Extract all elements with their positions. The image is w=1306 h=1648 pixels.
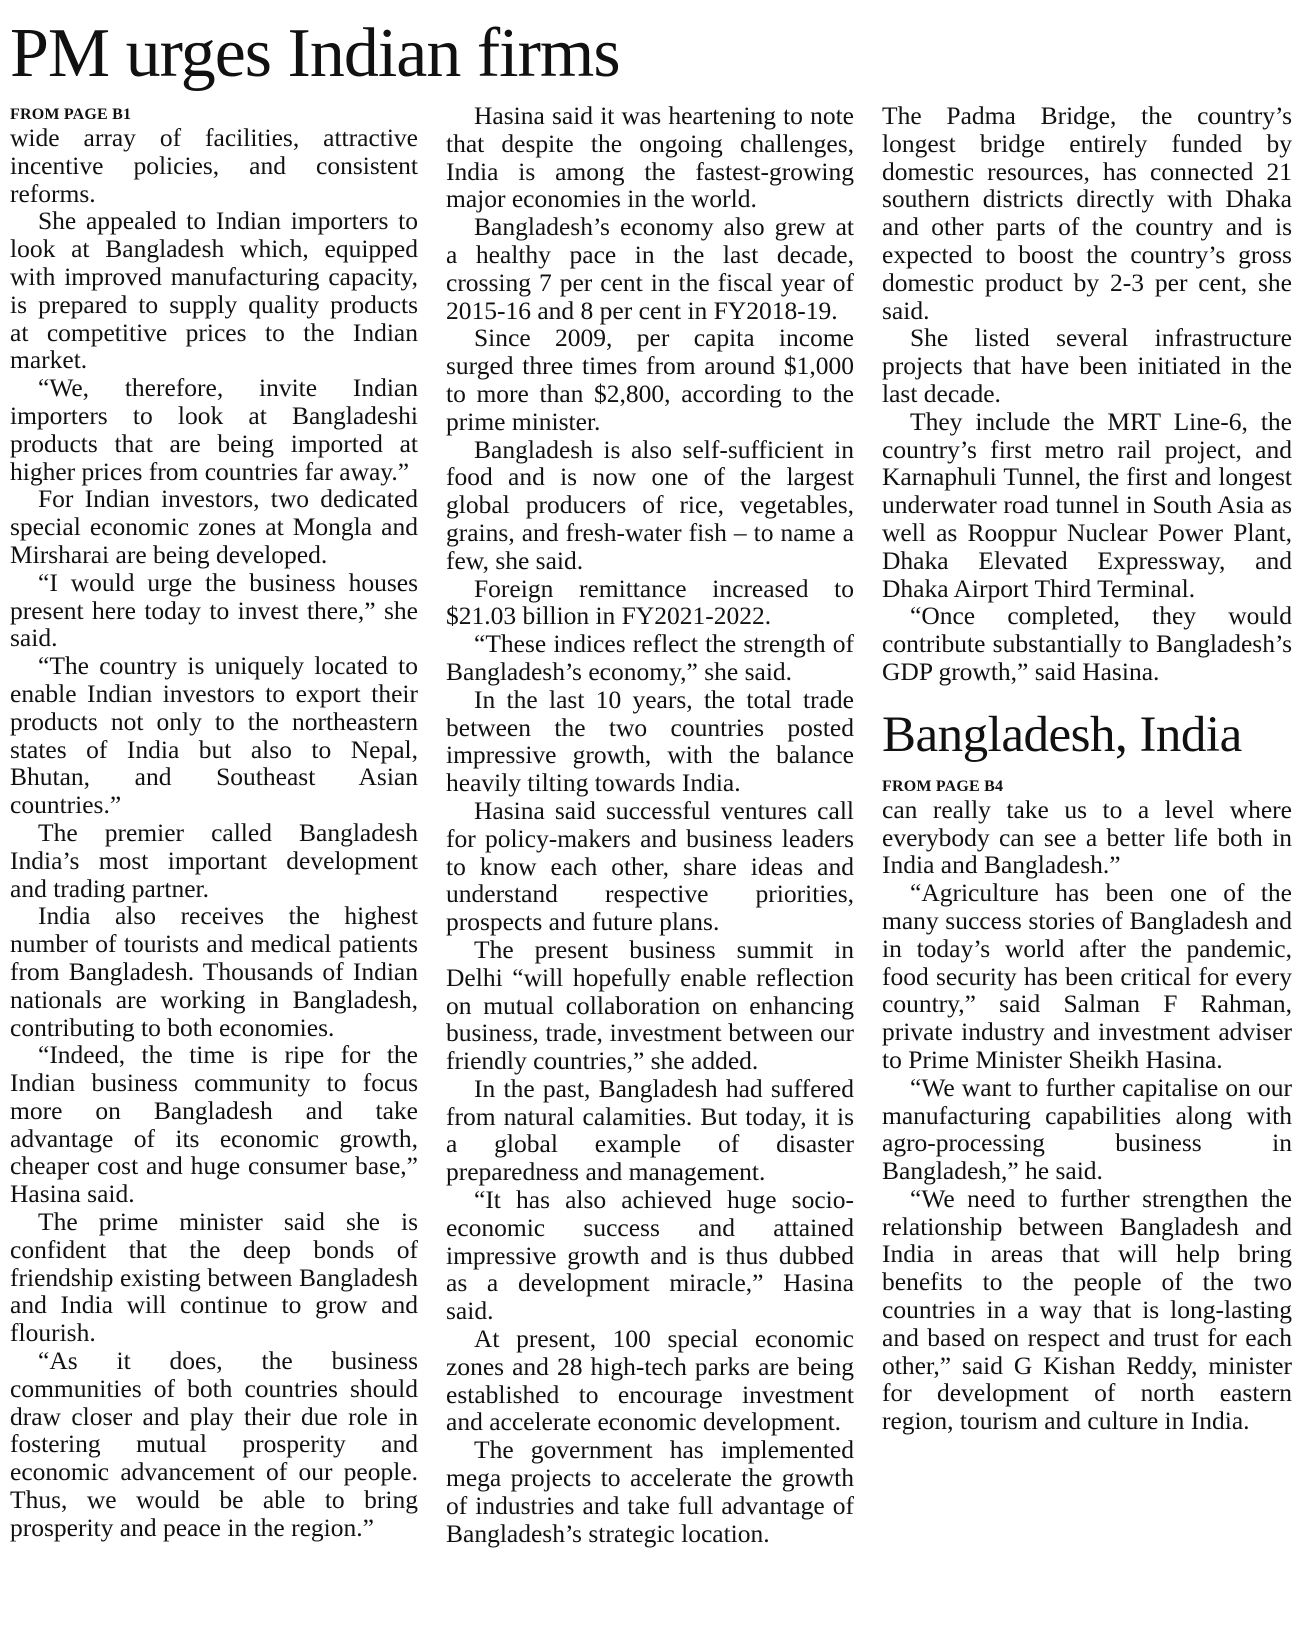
paragraph: India also receives the highest number of tourists and medical patients from Bangladesh. Thousands of Indian nationals are working in Bangladesh, contributing to both economies. [10,901,418,1042]
paragraph: The government has implemented mega projects to accelerate the growth of industries and take full advantage of Bangladesh’s strategic location. [446,1435,854,1548]
continued-from-label: FROM PAGE B1 [10,106,132,123]
paragraph: “Agriculture has been one of the many success stories of Bangladesh and in today’s world after the pandemic, food security has been critical for every country,” said Salman F Rahman, private industry and investment adviser to Prime Minister Sheikh Hasina. [882,878,1292,1074]
paragraph: In the past, Bangladesh had suffered from natural calamities. But today, it is a global example of disaster preparedness and management. [446,1073,854,1187]
paragraph: She listed several infrastructure projects that have been initiated in the last decade. [882,323,1292,408]
article-column-1 [10,102,418,1542]
paragraph: Hasina said it was heartening to note that despite the ongoing challenges, India is among the fastest-growing major economies in the world. [446,101,854,214]
paragraph: Bangladesh’s economy also grew at a healthy pace in the last decade, crossing 7 per cent in the fiscal year of 2015-16 and 8 per cent in FY2018-19. [446,212,854,325]
paragraph: Bangladesh is also self-sufficient in food and is now one of the largest global producers of rice, vegetables, grains, and fresh-water fish – to name a few, she said. [446,434,854,575]
paragraph: “We want to further capitalise on our manufacturing capabilities along with agro-processing business in Bangladesh,” he said. [882,1072,1292,1186]
paragraph: In the last 10 years, the total trade between the two countries posted impressive growth, with the balance heavily tilting towards India. [446,684,854,798]
paragraph: She appealed to Indian importers to look at Bangladesh which, equipped with improved manufacturing capacity, is prepared to supply quality products at competitive prices to the Indian market. [10,206,418,375]
article-headline: PM urges Indian firms [10,15,620,92]
paragraph: wide array of facilities, attractive incentive policies, and consistent reforms. [10,123,418,208]
paragraph: “It has also achieved huge socio-economic success and attained impressive growth and is thus dubbed as a development miracle,” Hasina said. [446,1185,854,1326]
paragraph: “The country is uniquely located to enable Indian investors to export their products not only to the northeastern states of India but also to Nepal, Bhutan, and Southeast Asian countries.” [10,651,418,820]
paragraph: They include the MRT Line-6, the country’s first metro rail project, and Karnaphuli Tunnel, the first and longest underwater road tunnel in South Asia as well as Rooppur Nuclear Power Plant, Dhaka Elevated Expressway, and Dhaka Airport Third Terminal. [882,406,1292,603]
article-column-2 [446,102,854,1547]
paragraph: “We need to further strengthen the relationship between Bangladesh and India in areas that will help bring benefits to the people of the two countries in a way that is long-lasting and based on respect and trust for each other,” said G Kishan Reddy, minister for development of north eastern region, tourism and culture in India. [882,1183,1292,1436]
second-article-headline: Bangladesh, India [882,706,1242,763]
paragraph: can really take us to a level where everybody can see a better life both in India and Bangladesh.” [882,794,1292,880]
continued-from-label: FROM PAGE B4 [882,777,1004,795]
paragraph: For Indian investors, two dedicated special economic zones at Mongla and Mirsharai are being developed. [10,484,418,569]
paragraph: The prime minister said she is confident that the deep bonds of friendship existing between Bangladesh and India will continue to grow and flourish. [10,1207,418,1348]
paragraph: The Padma Bridge, the country’s longest bridge entirely funded by domestic resources, has connected 21 southern districts directly with Dhaka and other parts of the country and is expected to boost the country’s gross domestic product by 2-3 per cent, she said. [882,101,1292,325]
paragraph: The premier called Bangladesh India’s most important development and trading partner. [10,817,418,903]
paragraph: Since 2009, per capita income surged three times from around $1,000 to more than $2,800, according to the prime minister. [446,323,854,436]
paragraph: “Once completed, they would contribute substantially to Bangladesh’s GDP growth,” said Hasina. [882,601,1292,686]
paragraph: “Indeed, the time is ripe for the Indian business community to focus more on Bangladesh and take advantage of its economic growth, cheaper cost and huge consumer base,” Hasina said. [10,1040,418,1209]
paragraph: “These indices reflect the strength of Bangladesh’s economy,” she said. [446,629,854,686]
paragraph: “As it does, the business communities of both countries should draw closer and play their due role in fostering mutual prosperity and economic advancement of our people. Thus, we would be able to bring prosperity and peace in the region.” [10,1346,418,1542]
paragraph: At present, 100 special economic zones and 28 high-tech parks are being established to encourage investment and accelerate economic development. [446,1324,854,1437]
paragraph: “We, therefore, invite Indian importers to look at Bangladeshi products that are being imported at higher prices from countries far away.” [10,373,418,486]
paragraph: “I would urge the business houses present here today to invest there,” she said. [10,567,418,653]
paragraph: Hasina said successful ventures call for policy-makers and business leaders to know each other, share ideas and understand respective priorities, prospects and future plans. [446,795,854,937]
paragraph: The present business summit in Delhi “will hopefully enable reflection on mutual collaboration on enhancing business, trade, investment between our friendly countries,” she added. [446,934,854,1076]
paragraph: Foreign remittance increased to $21.03 billion in FY2021-2022. [446,573,854,631]
article-column-3 [882,102,1292,1435]
